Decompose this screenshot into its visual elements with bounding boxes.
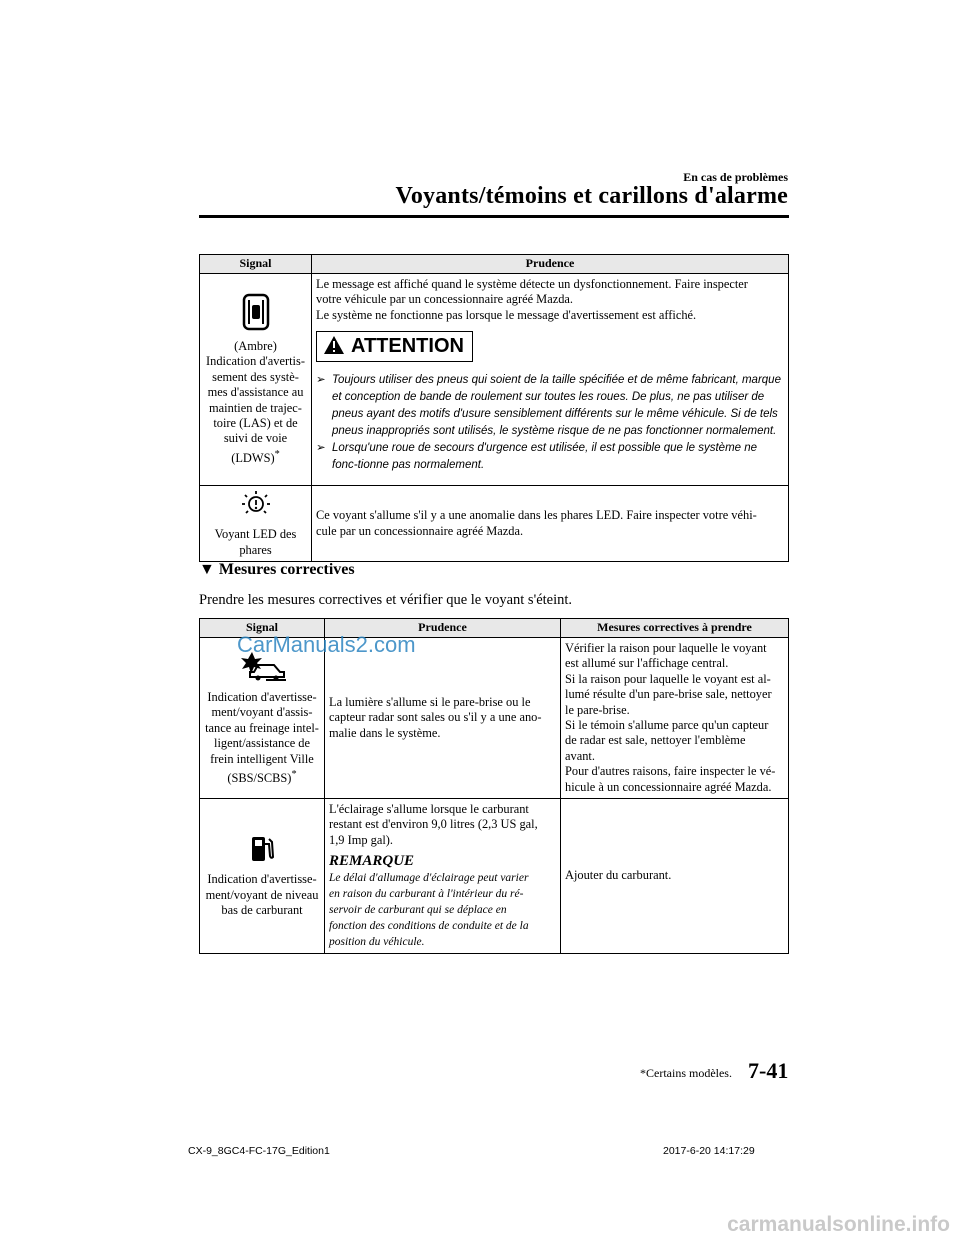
warning-list [316, 372, 784, 474]
caution-cell [325, 638, 561, 799]
action-text: Vérifier la raison pour laquelle le voyant est allumé sur l'affichage central. Si la raison pour laquelle le voyant est al- lumé résulte d'un pare-brise sale, nettoyer le pare-brise. Si le témoin s'allume parce qu'un capteur de radar est sale, nettoyer l'emblème avant. Pour d'autres raisons, faire inspecter le vé- hicule à un concessionnaire agréé Mazda. [565, 641, 776, 794]
watermark: CarManuals2.com [237, 632, 416, 657]
attention-label: ATTENTION [351, 334, 464, 357]
document-id: CX-9_8GC4-FC-17G_Edition1 [188, 1145, 330, 1157]
caution-text: Ce voyant s'allume s'il y a une anomalie dans les phares LED. Faire inspecter votre véhi- cule par un concessionnaire agréé Mazda. [316, 508, 757, 538]
column-header: Prudence [312, 255, 789, 274]
table-row [200, 486, 789, 562]
column-header: Prudence [325, 619, 561, 638]
fuel-pump-icon [249, 834, 275, 868]
signal-cell [200, 799, 325, 954]
table-row [200, 799, 789, 954]
signal-label: (Ambre) Indication d'avertis- sement des systè- mes d'assistance au maintien de trajec- toire (LAS) et de suivi de voie (LDWS) [206, 339, 305, 465]
column-header: Mesures correctives à prendre [561, 619, 789, 638]
column-header: Signal [200, 619, 325, 638]
signal-cell [200, 486, 312, 562]
caution-text: Le message est affiché quand le système détecte un dysfonctionnement. Faire inspecter votre véhicule par un concessionnaire agréé Mazda. Le système ne fonctionne pas lorsque le message d'avertissement est affiché. [316, 277, 748, 322]
action-text: Ajouter du carburant. [565, 868, 672, 883]
remark-text: Le délai d'allumage d'éclairage peut varier en raison du carburant à l'intérieur du ré- servoir de carburant qui se déplace en fonction des conditions de conduite et de la position du véhicule. [329, 871, 529, 948]
table-row [200, 274, 789, 486]
remark-title: REMARQUE [329, 853, 415, 870]
signal-cell [200, 274, 312, 486]
caution-text: L'éclairage s'allume lorsque le carburant restant est d'environ 9,0 litres (2,3 US gal, 1,9 Imp gal). [329, 802, 538, 847]
section-label: En cas de problèmes [683, 170, 788, 184]
led-headlight-warning-icon [239, 489, 273, 523]
column-header: Signal [200, 255, 312, 274]
warning-triangle-icon [323, 335, 345, 357]
footnote: *Certains modèles. [640, 1066, 732, 1080]
lane-keep-warning-icon [241, 293, 271, 335]
signal-cell [200, 638, 325, 799]
signal-label: Indication d'avertisse- ment/voyant de niveau bas de carburant [205, 872, 319, 917]
bullet-arrow-icon: ➢ [316, 373, 326, 386]
model-footnote-marker: * [291, 768, 297, 780]
site-watermark: carmanualsonline.info [727, 1213, 950, 1236]
caution-text: La lumière s'allume si le pare-brise ou le capteur radar sont sales ou s'il y a une ano- malie dans le système. [329, 694, 542, 740]
model-footnote-marker: * [274, 448, 280, 460]
caution-cell [312, 486, 789, 562]
warning-lights-table [199, 254, 789, 562]
corrective-actions-table [199, 618, 789, 954]
attention-box [316, 331, 473, 361]
title-divider [199, 215, 789, 218]
signal-label: Voyant LED des phares [214, 527, 297, 557]
action-cell [561, 799, 789, 954]
caution-cell [312, 274, 789, 486]
page-number: 7-41 [748, 1058, 789, 1083]
action-cell [561, 638, 789, 799]
list-item [316, 440, 784, 474]
print-timestamp: 2017-6-20 14:17:29 [663, 1145, 755, 1157]
caution-cell [325, 799, 561, 954]
list-item [316, 372, 784, 440]
section-intro: Prendre les mesures correctives et vérifier que le voyant s'éteint. [199, 592, 573, 608]
bullet-arrow-icon: ➢ [316, 441, 326, 454]
table-row [200, 638, 789, 799]
signal-label: Indication d'avertisse- ment/voyant d'assis- tance au freinage intel- ligent/assistance de frein intelligent Ville (SBS/SCBS) [205, 689, 319, 786]
table-header-row [200, 255, 789, 274]
section-heading: ▼ Mesures correctives [199, 561, 355, 578]
warning-text: Lorsqu'une roue de secours d'urgence est utilisée, il est possible que le système ne fonc-tionne pas normalement. [332, 441, 758, 471]
page-title: Voyants/témoins et carillons d'alarme [395, 183, 788, 209]
warning-text: Toujours utiliser des pneus qui soient de la taille spécifiée et de même fabricant, marque et conception de bande de roulement sur toutes les roues. De plus, ne pas utiliser de pneus ayant des motifs d'usure sensiblement différents sur le même véhicule. Si de tels pneus inappropriés sont utilisés, le système risque de ne pas fonctionner normalement. [332, 373, 781, 437]
